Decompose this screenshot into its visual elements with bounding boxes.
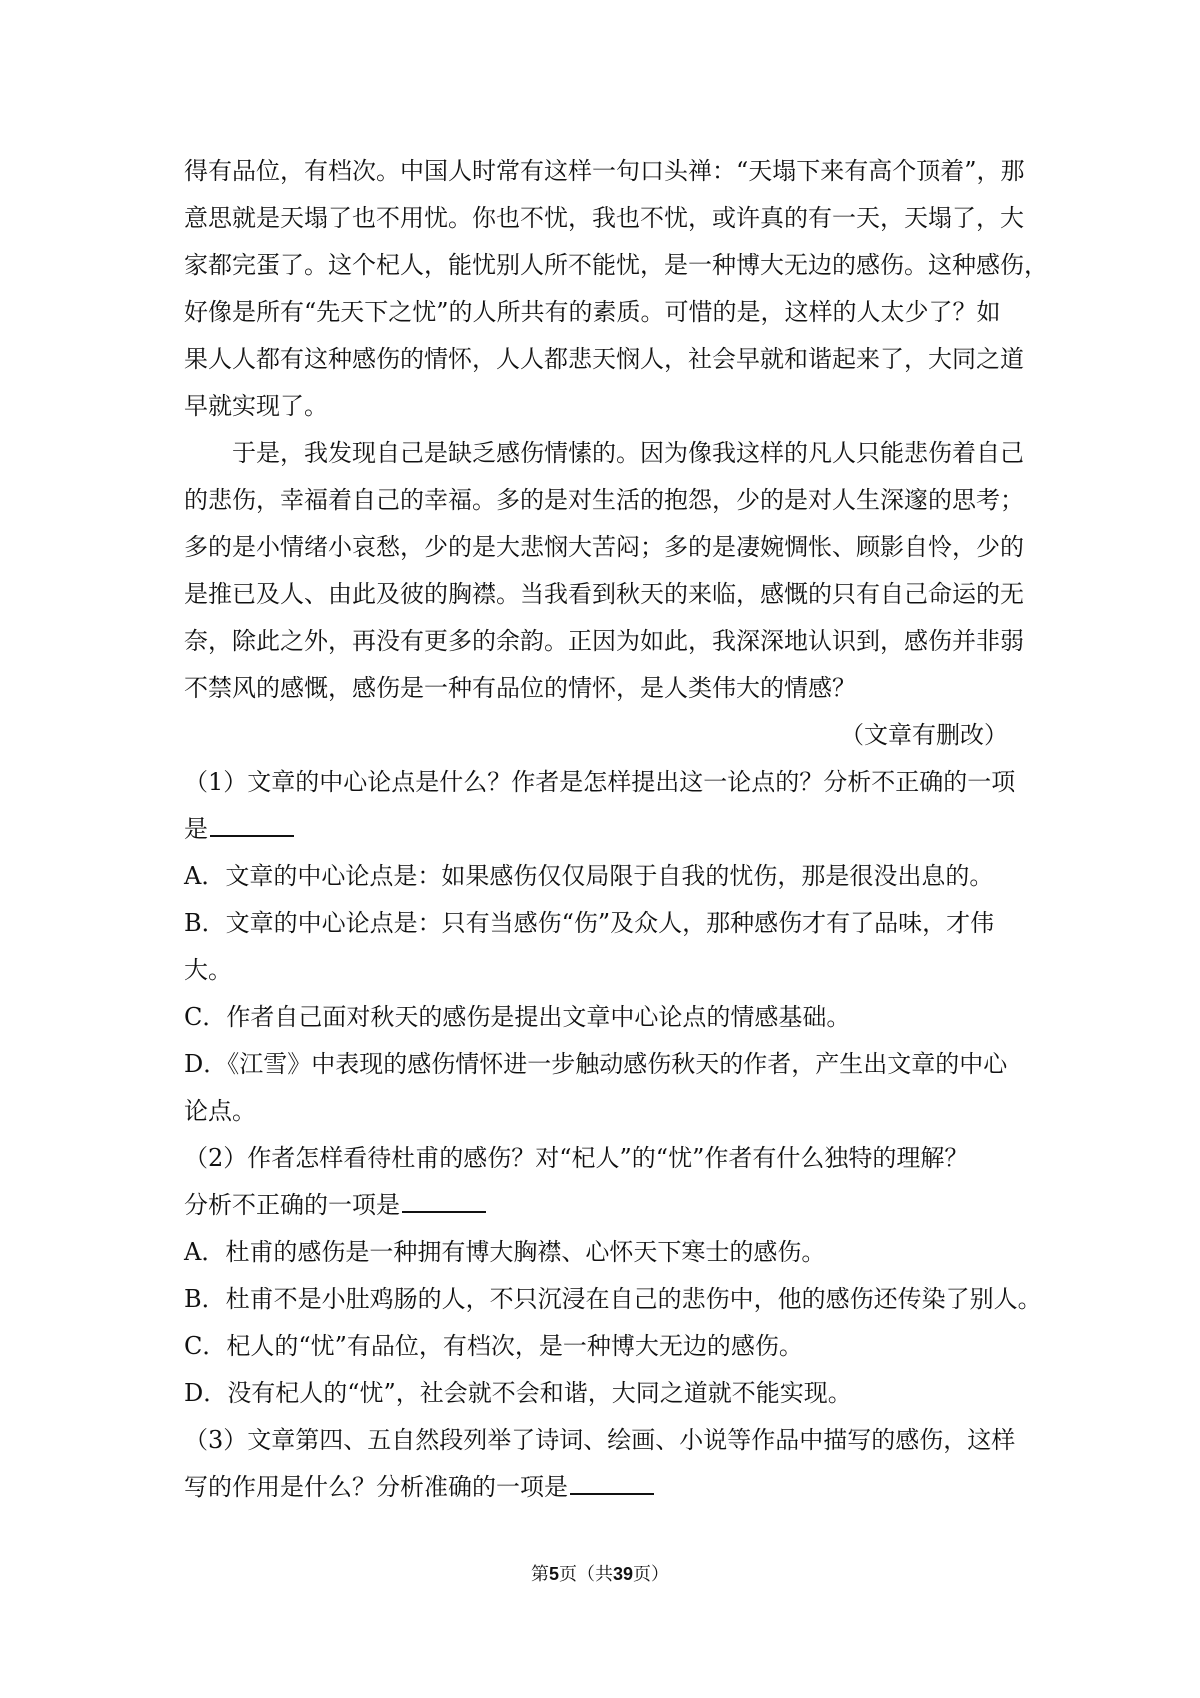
option-b: B．文章的中心论点是：只有当感伤“伤”及众人，那种感伤才有了品味，才伟 — [184, 909, 995, 937]
page-number: 5 — [548, 1564, 559, 1584]
text-line: 是推已及人、由此及彼的胸襟。当我看到秋天的来临，感慨的只有自己命运的无 — [184, 580, 1024, 608]
answer-blank[interactable] — [570, 1471, 654, 1495]
question-stem-end — [184, 1182, 1024, 1229]
question-stem-end — [184, 1464, 1024, 1511]
paragraph-2 — [184, 430, 1024, 712]
text-line: 家都完蛋了。这个杞人，能忧别人所不能忧，是一种博大无边的感伤。这种感伤， — [184, 251, 1048, 279]
option-b: B．杜甫不是小肚鸡肠的人，不只沉浸在自己的悲伤中，他的感伤还传染了别人。 — [184, 1285, 1042, 1313]
question-stem-text: 是 — [184, 815, 208, 843]
option-a: A．杜甫的感伤是一种拥有博大胸襟、心怀天下寒士的感伤。 — [184, 1238, 826, 1266]
document-body — [184, 148, 1048, 1511]
footer-prefix: 第 — [530, 1564, 549, 1585]
option-b-continued: 大。 — [184, 956, 232, 984]
question-stem: （1）文章的中心论点是什么？作者是怎样提出这一论点的？分析不正确的一项 — [184, 768, 1016, 796]
text-line: 早就实现了。 — [184, 392, 328, 420]
question-stem-text: 分析不正确的一项是 — [184, 1191, 400, 1219]
question-2 — [184, 1135, 1042, 1417]
footer-middle: 页（共 — [558, 1564, 613, 1585]
question-stem: （2）作者怎样看待杜甫的感伤？对“杞人”的“忧”作者有什么独特的理解？ — [184, 1144, 969, 1172]
text-line: 的悲伤，幸福着自己的幸福。多的是对生活的抱怨，少的是对人生深邃的思考； — [184, 486, 1024, 514]
question-1 — [184, 759, 1024, 1135]
page-total: 39 — [612, 1564, 634, 1584]
option-c: C．作者自己面对秋天的感伤是提出文章中心论点的情感基础。 — [184, 1003, 851, 1031]
source-note: （文章有删改） — [840, 721, 1008, 749]
option-d-continued: 论点。 — [184, 1097, 256, 1125]
question-stem-end — [184, 806, 1024, 853]
question-3 — [184, 1417, 1024, 1511]
text-line: 意思就是天塌了也不用忧。你也不忧，我也不忧，或许真的有一天，天塌了，大 — [184, 204, 1024, 232]
text-line: 奈，除此之外，再没有更多的余韵。正因为如此，我深深地认识到，感伤并非弱 — [184, 627, 1024, 655]
option-d: D．《江雪》中表现的感伤情怀进一步触动感伤秋天的作者，产生出文章的中心 — [184, 1050, 1008, 1078]
paragraph-1 — [184, 148, 1048, 430]
text-line: 于是，我发现自己是缺乏感伤情愫的。因为像我这样的凡人只能悲伤着自己 — [232, 439, 1024, 467]
text-line: 果人人都有这种感伤的情怀，人人都悲天悯人，社会早就和谐起来了，大同之道 — [184, 345, 1024, 373]
option-d: D．没有杞人的“忧”，社会就不会和谐，大同之道就不能实现。 — [184, 1379, 852, 1407]
answer-blank[interactable] — [210, 813, 294, 837]
question-stem-text: 写的作用是什么？分析准确的一项是 — [184, 1473, 568, 1501]
text-line: 不禁风的感慨，感伤是一种有品位的情怀，是人类伟大的情感？ — [184, 674, 856, 702]
text-line: 好像是所有“先天下之忧”的人所共有的素质。可惜的是，这样的人太少了？如 — [184, 298, 1001, 326]
option-a: A．文章的中心论点是：如果感伤仅仅局限于自我的忧伤，那是很没出息的。 — [184, 862, 994, 890]
text-line: 多的是小情绪小哀愁，少的是大悲悯大苦闷；多的是凄婉惆怅、顾影自怜，少的 — [184, 533, 1024, 561]
question-stem: （3）文章第四、五自然段列举了诗词、绘画、小说等作品中描写的感伤，这样 — [184, 1426, 1016, 1454]
option-c: C．杞人的“忧”有品位，有档次，是一种博大无边的感伤。 — [184, 1332, 803, 1360]
text-line: 得有品位，有档次。中国人时常有这样一句口头禅：“天塌下来有高个顶着”，那 — [184, 157, 1025, 185]
footer-suffix: 页） — [633, 1564, 670, 1585]
answer-blank[interactable] — [402, 1189, 486, 1213]
page-footer — [0, 1562, 1200, 1587]
